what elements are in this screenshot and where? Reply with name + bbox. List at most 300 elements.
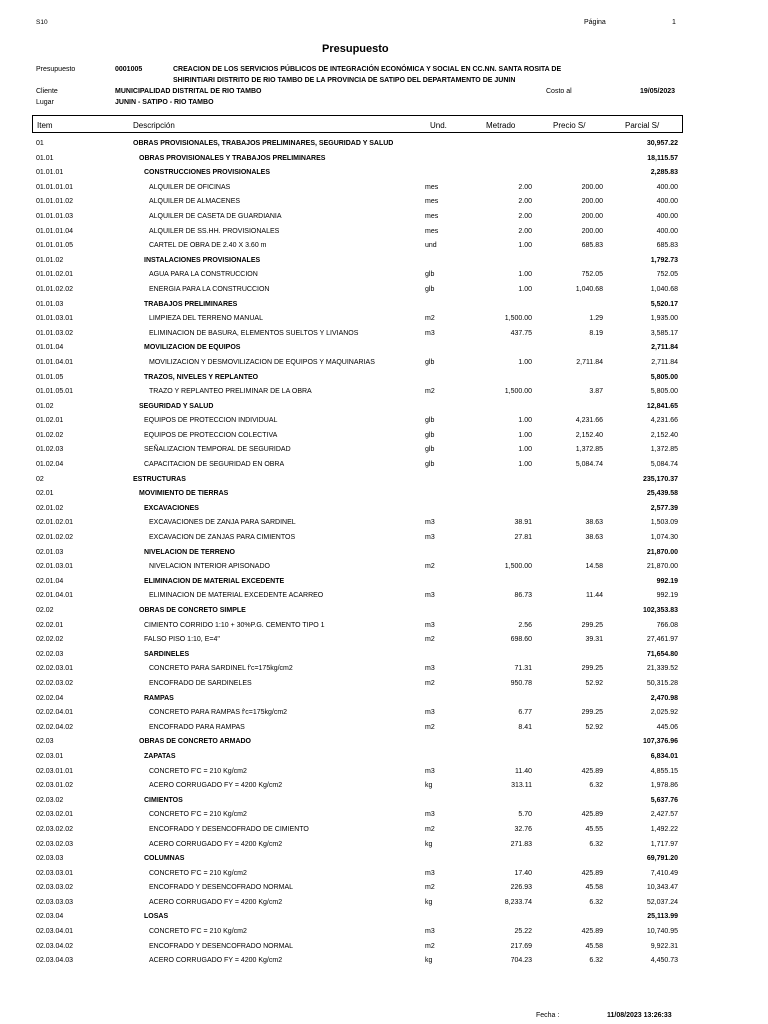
row-description: ELIMINACION DE BASURA, ELEMENTOS SUELTOS Y LIVIANOS (149, 329, 359, 337)
row-unit: m3 (425, 665, 435, 673)
row-description: CONCRETO F'C = 210 Kg/cm2 (149, 928, 247, 936)
row-partial: 1,372.85 (650, 446, 678, 454)
row-price: 45.58 (585, 884, 603, 892)
row-price: 299.25 (581, 709, 603, 717)
row-price: 38.63 (585, 534, 603, 542)
table-row (0, 722, 768, 737)
row-description: CONCRETO PARA RAMPAS f'c=175kg/cm2 (149, 709, 288, 717)
row-item-code: 02.02.03 (36, 650, 64, 658)
row-description: ELIMINACION DE MATERIAL EXCEDENTE ACARREO (149, 592, 324, 600)
row-partial: 50,315.28 (646, 679, 678, 687)
row-unit: mes (425, 198, 439, 206)
row-metrado: 271.83 (510, 840, 532, 848)
row-item-code: 02.03.03.03 (36, 898, 73, 906)
row-price: 1.29 (589, 315, 603, 323)
client-label: Cliente (36, 88, 58, 95)
row-description: OBRAS DE CONCRETO ARMADO (139, 738, 252, 746)
row-price: 299.25 (581, 621, 603, 629)
row-metrado: 27.81 (514, 534, 532, 542)
row-description: OBRAS PROVISIONALES, TRABAJOS PRELIMINARES, SEGURIDAD Y SALUD (133, 140, 394, 147)
row-item-code: 02 (36, 475, 44, 483)
row-metrado: 5.70 (518, 811, 532, 819)
row-partial: 766.08 (656, 621, 678, 629)
table-row (0, 196, 768, 211)
page-title: Presupuesto (322, 43, 389, 55)
row-description: TRAZOS, NIVELES Y REPLANTEO (144, 373, 259, 381)
row-unit: m3 (425, 592, 435, 600)
row-metrado: 25.22 (514, 928, 532, 936)
row-unit: m3 (425, 621, 435, 629)
row-metrado: 313.11 (511, 782, 532, 790)
row-item-code: 02.01.03 (36, 548, 64, 556)
row-partial: 2,711.84 (651, 344, 678, 352)
row-unit: und (425, 242, 437, 250)
row-metrado: 226.93 (510, 884, 532, 892)
row-partial: 5,520.17 (650, 300, 678, 308)
row-unit: m3 (425, 329, 435, 337)
row-partial: 5,084.74 (650, 461, 678, 469)
table-row (0, 955, 768, 970)
table-row (0, 532, 768, 547)
row-metrado: 217.69 (510, 942, 532, 950)
row-description: CAPACITACION DE SEGURIDAD EN OBRA (144, 461, 285, 469)
table-row (0, 620, 768, 635)
row-description: EXCAVACION DE ZANJAS PARA CIMIENTOS (149, 534, 296, 542)
row-price: 6.32 (589, 840, 603, 848)
row-metrado: 8,233.74 (504, 898, 532, 906)
row-partial: 2,427.57 (650, 811, 678, 819)
row-item-code: 02.01.02.01 (36, 519, 73, 527)
row-partial: 30,957.22 (646, 140, 678, 147)
table-row (0, 138, 768, 153)
row-description: NIVELACION DE TERRENO (144, 548, 236, 556)
row-description: NIVELACION INTERIOR APISONADO (149, 563, 270, 571)
table-row (0, 167, 768, 182)
row-unit: m2 (425, 388, 435, 396)
row-description: MOVIMIENTO DE TIERRAS (139, 490, 229, 498)
row-partial: 18,115.57 (647, 154, 678, 162)
row-partial: 71,654.80 (646, 650, 678, 658)
row-unit: m2 (425, 315, 435, 323)
cost-date-label: Costo al (546, 88, 572, 95)
row-partial: 12,841.65 (646, 402, 678, 410)
table-row (0, 313, 768, 328)
row-description: TRAZO Y REPLANTEO PRELIMINAR DE LA OBRA (149, 388, 312, 396)
row-item-code: 02.03.03 (36, 855, 64, 863)
row-partial: 6,834.01 (650, 752, 678, 760)
row-partial: 4,450.73 (650, 957, 678, 965)
footer-date-label: Fecha : (536, 1012, 560, 1019)
table-row (0, 299, 768, 314)
table-row (0, 342, 768, 357)
row-price: 425.89 (581, 811, 603, 819)
row-item-code: 01.02 (36, 402, 54, 410)
table-row (0, 444, 768, 459)
row-price: 52.92 (585, 723, 603, 731)
row-item-code: 02.03.04 (36, 913, 64, 921)
row-price: 200.00 (581, 198, 603, 206)
row-metrado: 437.75 (510, 329, 532, 337)
row-description: ACERO CORRUGADO FY = 4200 Kg/cm2 (149, 782, 283, 790)
row-item-code: 02.03.02 (36, 796, 64, 804)
row-partial: 400.00 (656, 183, 678, 191)
row-unit: m2 (425, 723, 435, 731)
row-unit: m2 (425, 942, 435, 950)
row-item-code: 02.02.04.02 (36, 723, 73, 731)
table-row (0, 284, 768, 299)
row-price: 425.89 (581, 767, 603, 775)
row-metrado: 1.00 (518, 461, 532, 469)
row-metrado: 1,500.00 (504, 563, 532, 571)
row-item-code: 01 (36, 140, 44, 147)
row-unit: m3 (425, 869, 435, 877)
row-item-code: 02.03.03.01 (36, 869, 73, 877)
row-price: 2,711.84 (576, 358, 603, 366)
row-partial: 4,855.15 (650, 767, 678, 775)
row-unit: m3 (425, 709, 435, 717)
row-partial: 3,585.17 (650, 329, 678, 337)
row-unit: mes (425, 183, 439, 191)
row-item-code: 02.03.02.01 (36, 811, 73, 819)
row-unit: m3 (425, 811, 435, 819)
row-price: 6.32 (589, 782, 603, 790)
row-partial: 1,492.22 (650, 825, 678, 833)
table-row (0, 941, 768, 956)
row-item-code: 01.01.01.01 (36, 183, 73, 191)
row-item-code: 01.02.02 (36, 431, 64, 439)
row-price: 752.05 (581, 271, 603, 279)
row-item-code: 02.03 (36, 738, 54, 746)
row-description: CIMIENTOS (144, 796, 183, 804)
row-item-code: 02.02.04.01 (36, 709, 73, 717)
row-partial: 400.00 (656, 227, 678, 235)
row-price: 425.89 (581, 869, 603, 877)
row-item-code: 01.01.01.02 (36, 198, 73, 206)
table-row (0, 547, 768, 562)
table-row (0, 517, 768, 532)
row-partial: 400.00 (656, 198, 678, 206)
row-description: ALQUILER DE CASETA DE GUARDIANIA (149, 212, 282, 220)
row-unit: m3 (425, 534, 435, 542)
row-metrado: 2.00 (518, 227, 532, 235)
row-description: ENERGIA PARA LA CONSTRUCCION (149, 285, 270, 293)
table-row (0, 401, 768, 416)
row-partial: 52,037.24 (646, 898, 678, 906)
row-metrado: 704.23 (510, 957, 532, 965)
row-description: ALQUILER DE ALMACENES (149, 198, 241, 206)
row-description: LOSAS (144, 913, 169, 921)
row-price: 8.19 (589, 329, 603, 337)
row-metrado: 1.00 (518, 285, 532, 293)
row-description: EQUIPOS DE PROTECCION COLECTIVA (144, 431, 278, 439)
row-partial: 21,339.52 (646, 665, 678, 673)
row-price: 425.89 (581, 928, 603, 936)
row-metrado: 71.31 (514, 665, 532, 673)
table-row (0, 736, 768, 751)
budget-code: 0001005 (115, 66, 143, 73)
row-metrado: 6.77 (518, 709, 532, 717)
row-partial: 21,870.00 (646, 548, 678, 556)
row-item-code: 02.03.04.03 (36, 957, 73, 965)
table-row (0, 182, 768, 197)
row-metrado: 1.00 (518, 358, 532, 366)
row-unit: glb (425, 431, 435, 439)
row-metrado: 698.60 (510, 636, 532, 644)
row-metrado: 17.40 (514, 869, 532, 877)
row-description: CONCRETO PARA SARDINEL f'c=175kg/cm2 (149, 665, 293, 673)
row-unit: glb (425, 271, 435, 279)
table-row (0, 780, 768, 795)
row-item-code: 01.01.03.02 (36, 329, 73, 337)
table-row (0, 649, 768, 664)
row-description: INSTALACIONES PROVISIONALES (144, 256, 261, 264)
row-unit: mes (425, 212, 439, 220)
row-description: MOVILIZACION DE EQUIPOS (144, 344, 241, 352)
row-description: ESTRUCTURAS (133, 475, 186, 483)
row-partial: 27,461.97 (646, 636, 678, 644)
row-unit: glb (425, 285, 435, 293)
row-price: 299.25 (581, 665, 603, 673)
client-value: MUNICIPALIDAD DISTRITAL DE RIO TAMBO (115, 88, 262, 95)
row-description: CONCRETO F'C = 210 Kg/cm2 (149, 767, 247, 775)
row-description: CONCRETO F'C = 210 Kg/cm2 (149, 811, 247, 819)
row-price: 45.58 (585, 942, 603, 950)
table-row (0, 663, 768, 678)
row-item-code: 01.01.05 (36, 373, 64, 381)
row-item-code: 01.02.04 (36, 461, 64, 469)
table-row (0, 328, 768, 343)
row-unit: glb (425, 358, 435, 366)
row-item-code: 02.02.02 (36, 636, 64, 644)
budget-label: Presupuesto (36, 66, 76, 73)
cost-date-value: 19/05/2023 (640, 88, 676, 95)
row-price: 200.00 (581, 212, 603, 220)
table-row (0, 882, 768, 897)
row-price: 39.31 (585, 636, 603, 644)
row-description: ENCOFRADO Y DESENCOFRADO DE CIMIENTO (149, 825, 309, 833)
row-partial: 2,711.84 (651, 358, 678, 366)
report-code: S10 (36, 19, 48, 26)
row-item-code: 02.03.01.01 (36, 767, 73, 775)
row-description: OBRAS DE CONCRETO SIMPLE (139, 607, 246, 614)
row-item-code: 02.03.01.02 (36, 782, 73, 790)
row-partial: 102,353.83 (642, 607, 678, 614)
row-item-code: 02.02.01 (36, 621, 64, 629)
column-header-unit: Und. (430, 121, 447, 130)
row-item-code: 01.01 (36, 154, 54, 162)
table-row (0, 474, 768, 489)
row-item-code: 02.01.03.01 (36, 563, 73, 571)
table-row (0, 503, 768, 518)
row-unit: kg (425, 782, 433, 790)
row-item-code: 02.03.02.02 (36, 825, 73, 833)
row-description: SEÑALIZACION TEMPORAL DE SEGURIDAD (144, 446, 291, 454)
table-row (0, 211, 768, 226)
footer-date-value: 11/08/2023 13:26:33 (607, 1012, 672, 1019)
row-price: 38.63 (585, 519, 603, 527)
row-item-code: 02.01.02 (36, 504, 64, 512)
row-description: CARTEL DE OBRA DE 2.40 X 3.60 m (149, 242, 267, 250)
row-metrado: 1.00 (518, 271, 532, 279)
column-header-price: Precio S/ (553, 121, 586, 130)
row-item-code: 02.02 (36, 607, 54, 614)
row-description: EXCAVACIONES (144, 504, 199, 512)
row-item-code: 02.01 (36, 490, 54, 498)
row-unit: mes (425, 227, 439, 235)
table-row (0, 153, 768, 168)
row-partial: 752.05 (656, 271, 678, 279)
table-row (0, 459, 768, 474)
row-metrado: 1.00 (518, 446, 532, 454)
row-partial: 2,577.39 (650, 504, 678, 512)
page-number: 1 (672, 19, 676, 26)
row-metrado: 11.40 (515, 767, 532, 775)
row-item-code: 01.01.01.03 (36, 212, 73, 220)
row-metrado: 2.00 (518, 183, 532, 191)
row-description: ACERO CORRUGADO FY = 4200 Kg/cm2 (149, 840, 283, 848)
row-item-code: 01.01.02 (36, 256, 64, 264)
row-partial: 2,025.92 (650, 709, 678, 717)
row-item-code: 01.02.03 (36, 446, 64, 454)
row-partial: 9,922.31 (650, 942, 678, 950)
table-row (0, 897, 768, 912)
row-metrado: 2.56 (518, 621, 532, 629)
row-description: MOVILIZACION Y DESMOVILIZACION DE EQUIPOS Y MAQUINARIAS (149, 358, 375, 366)
table-row (0, 576, 768, 591)
row-partial: 992.19 (656, 577, 678, 585)
table-row (0, 415, 768, 430)
row-price: 200.00 (581, 227, 603, 235)
row-description: ENCOFRADO Y DESENCOFRADO NORMAL (149, 884, 294, 892)
row-partial: 107,376.96 (642, 738, 678, 746)
row-item-code: 02.03.02.03 (36, 840, 73, 848)
row-description: EXCAVACIONES DE ZANJA PARA SARDINEL (149, 519, 296, 527)
table-row (0, 693, 768, 708)
row-price: 1,040.68 (575, 285, 603, 293)
row-partial: 2,285.83 (650, 169, 678, 177)
row-item-code: 02.03.04.01 (36, 928, 73, 936)
row-description: ALQUILER DE SS.HH. PROVISIONALES (149, 227, 280, 235)
table-row (0, 605, 768, 620)
budget-description-line-2: SHIRINTIARI DISTRITO DE RIO TAMBO DE LA PROVINCIA DE SATIPO DEL DEPARTAMENTO DE JUNIN (173, 77, 516, 84)
row-partial: 400.00 (656, 212, 678, 220)
row-metrado: 86.73 (514, 592, 532, 600)
row-item-code: 01.01.02.02 (36, 285, 73, 293)
row-description: ELIMINACION DE MATERIAL EXCEDENTE (144, 577, 285, 585)
table-row (0, 911, 768, 926)
row-unit: m2 (425, 636, 435, 644)
row-description: ACERO CORRUGADO FY = 4200 Kg/cm2 (149, 898, 283, 906)
table-row (0, 678, 768, 693)
row-price: 2,152.40 (575, 431, 603, 439)
row-partial: 5,637.76 (650, 796, 678, 804)
row-partial: 1,503.09 (650, 519, 678, 527)
row-unit: glb (425, 417, 435, 425)
row-partial: 7,410.49 (650, 869, 678, 877)
row-price: 6.32 (589, 957, 603, 965)
row-unit: glb (425, 446, 435, 454)
row-description: RAMPAS (144, 694, 174, 702)
row-unit: m2 (425, 563, 435, 571)
row-item-code: 01.01.01 (36, 169, 64, 177)
table-row (0, 226, 768, 241)
row-partial: 1,074.30 (650, 534, 678, 542)
row-description: EQUIPOS DE PROTECCION INDIVIDUAL (144, 417, 278, 425)
row-partial: 1,792.73 (650, 256, 678, 264)
row-metrado: 950.78 (510, 679, 532, 687)
row-partial: 25,113.99 (647, 913, 678, 921)
table-row (0, 488, 768, 503)
column-header-item: Item (37, 121, 53, 130)
table-row (0, 255, 768, 270)
row-partial: 4,231.66 (650, 417, 678, 425)
row-price: 45.55 (585, 825, 603, 833)
row-description: ENCOFRADO PARA RAMPAS (149, 723, 245, 731)
row-price: 685.83 (581, 242, 603, 250)
row-metrado: 8.41 (518, 723, 532, 731)
row-description: COLUMNAS (144, 855, 185, 863)
row-partial: 25,439.58 (646, 490, 678, 498)
row-unit: m3 (425, 928, 435, 936)
row-item-code: 02.01.02.02 (36, 534, 73, 542)
row-unit: m3 (425, 767, 435, 775)
row-item-code: 01.01.01.05 (36, 242, 73, 250)
row-unit: m3 (425, 519, 435, 527)
row-item-code: 01.01.05.01 (36, 388, 73, 396)
row-item-code: 02.02.03.02 (36, 679, 73, 687)
row-partial: 235,170.37 (642, 475, 678, 483)
row-item-code: 01.01.04 (36, 344, 64, 352)
row-price: 14.58 (585, 563, 603, 571)
row-description: CIMIENTO CORRIDO 1:10 + 30%P.G. CEMENTO TIPO 1 (144, 621, 325, 629)
row-metrado: 1,500.00 (504, 388, 532, 396)
column-header-metrado: Metrado (486, 121, 516, 130)
row-partial: 10,740.95 (646, 928, 678, 936)
row-description: CONSTRUCCIONES PROVISIONALES (144, 169, 271, 177)
row-metrado: 2.00 (518, 198, 532, 206)
row-unit: kg (425, 957, 433, 965)
row-partial: 992.19 (656, 592, 678, 600)
row-unit: glb (425, 461, 435, 469)
row-partial: 10,343.47 (646, 884, 678, 892)
row-partial: 1,978.86 (650, 782, 678, 790)
row-description: SEGURIDAD Y SALUD (139, 402, 214, 410)
row-partial: 69,791.20 (646, 855, 678, 863)
row-price: 1,372.85 (575, 446, 603, 454)
row-metrado: 1,500.00 (504, 315, 532, 323)
table-row (0, 430, 768, 445)
row-description: TRABAJOS PRELIMINARES (144, 300, 238, 308)
table-row (0, 795, 768, 810)
row-item-code: 01.02.01 (36, 417, 64, 425)
table-row (0, 357, 768, 372)
row-price: 3.87 (589, 388, 603, 396)
row-price: 5,084.74 (575, 461, 603, 469)
row-partial: 445.06 (656, 723, 678, 731)
row-description: ENCOFRADO Y DESENCOFRADO NORMAL (149, 942, 294, 950)
row-partial: 5,805.00 (650, 388, 678, 396)
row-item-code: 02.02.03.01 (36, 665, 73, 673)
budget-table (0, 138, 768, 970)
column-header-partial: Parcial S/ (625, 121, 660, 130)
table-row (0, 386, 768, 401)
table-row (0, 269, 768, 284)
table-row (0, 868, 768, 883)
row-price: 200.00 (581, 183, 603, 191)
table-row (0, 590, 768, 605)
row-item-code: 01.01.03 (36, 300, 64, 308)
table-row (0, 766, 768, 781)
